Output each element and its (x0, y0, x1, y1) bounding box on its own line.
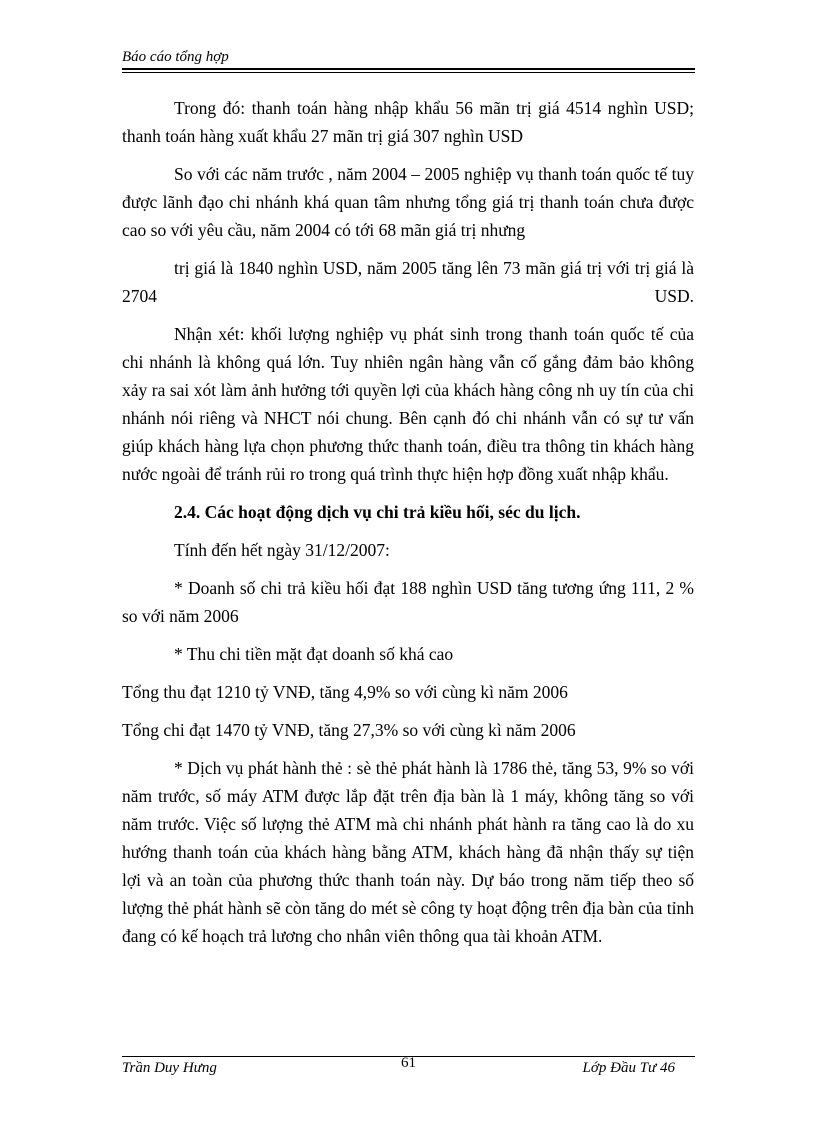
paragraph-comparison-previous-years: So với các năm trước , năm 2004 – 2005 nghiệp vụ thanh toán quốc tế tuy được lãnh đạo chi nhánh khá quan tâm nhưng tổng giá trị thanh toán chưa được cao so với yêu cầu, năm 2004 có tới 68 mãn giá trị nhưng (122, 164, 694, 240)
paragraph-remarks: Nhận xét: khối lượng nghiệp vụ phát sinh trong thanh toán quốc tế của chi nhánh là không quá lớn. Tuy nhiên ngân hàng vẫn cố gắng đảm bảo không xảy ra sai xót làm ảnh hưởng tới quyền lợi của khách hàng công nh uy tín của chi nhánh nói riêng và NHCT nói chung. Bên cạnh đó chi nhánh vẫn có sự tư vấn giúp khách hàng lựa chọn phương thức thanh toán, điều tra thông tin khách hàng nước ngoài để tránh rủi ro trong quá trình thực hiện hợp đồng xuất nhập khẩu. (122, 324, 694, 484)
footer-author: Trần Duy Hưng (122, 1060, 217, 1076)
bullet-cash-revenue: * Thu chi tiền mặt đạt doanh số khá cao (174, 644, 454, 664)
paragraph-import-export-payment: Trong đó: thanh toán hàng nhập khẩu 56 mãn trị giá 4514 nghìn USD; thanh toán hàng xuất khẩu 27 mãn trị giá 307 nghìn USD (122, 98, 694, 146)
page-footer (122, 1056, 695, 1079)
header-rule (122, 68, 695, 73)
bullet-card-service: * Dịch vụ phát hành thẻ : sè thẻ phát hành là 1786 thẻ, tăng 53, 9% so với năm trước, số máy ATM được lắp đặt trên địa bàn là 1 máy, không tăng so với năm trước. Việc số lượng thẻ ATM mà chi nhánh phát hành ra tăng cao là do xu hướng thanh toán của khách hàng bằng ATM, khách hàng đã nhận thấy sự tiện lợi và an toàn của phương thức thanh toán này. Dự báo trong năm tiếp theo số lượng thẻ phát hành sẽ còn tăng do mét sè công ty hoạt động trên địa bàn của tỉnh đang có kế hoạch trả lương cho nhân viên thông qua tài khoản ATM. (122, 758, 694, 946)
section-heading-2-4: 2.4. Các hoạt động dịch vụ chi trả kiều hối, séc du lịch. (174, 502, 581, 522)
line-total-revenue: Tổng thu đạt 1210 tỷ VNĐ, tăng 4,9% so với cùng kì năm 2006 (122, 682, 568, 702)
footer-page-number: 61 (401, 1055, 416, 1071)
paragraph-value-2004-2005: trị giá là 1840 nghìn USD, năm 2005 tăng lên 73 mãn giá trị với trị giá là 2704 USD. (122, 258, 694, 306)
line-total-expense: Tổng chi đạt 1470 tỷ VNĐ, tăng 27,3% so với cùng kì năm 2006 (122, 720, 576, 740)
page-header (122, 48, 695, 73)
body-text (122, 94, 694, 960)
bullet-remittance-sales: * Doanh số chi trả kiều hối đạt 188 nghìn USD tăng tương ứng 111, 2 % so với năm 2006 (122, 578, 694, 626)
footer-class-name: Lớp Đầu Tư 46 (582, 1060, 675, 1076)
paragraph-as-of-date: Tính đến hết ngày 31/12/2007: (174, 540, 390, 560)
header-title: Báo cáo tổng hợp (122, 49, 229, 65)
